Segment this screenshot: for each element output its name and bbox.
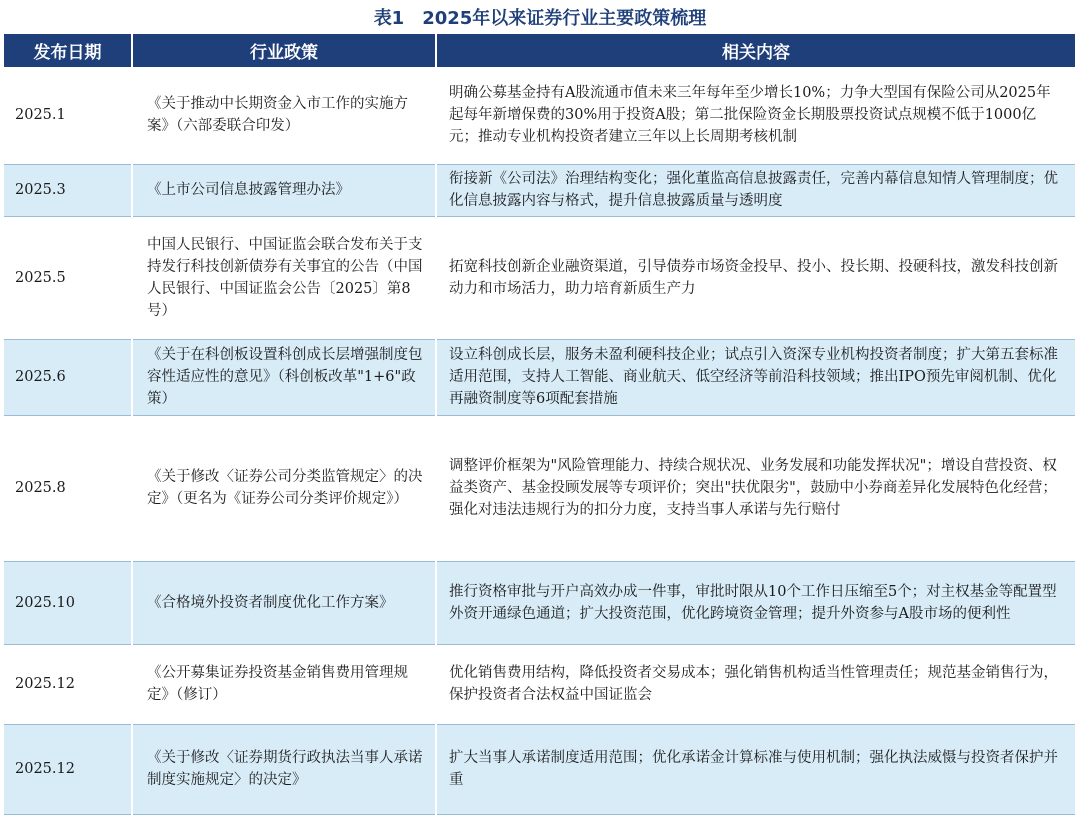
table-row [4,164,1075,216]
row-content: 扩大当事人承诺制度适用范围；优化承诺金计算标准与使用机制；强化执法威慑与投资者保护并重 [436,724,1075,814]
row-date: 2025.12 [4,644,132,724]
row-policy: 中国人民银行、中国证监会联合发布关于支持发行科技创新债券有关事宜的公告（中国人民银行、中国证监会公告〔2025〕第8号） [132,216,436,339]
row-content: 优化销售费用结构，降低投资者交易成本；强化销售机构适当性管理责任；规范基金销售行为，保护投资者合法权益中国证监会 [436,644,1075,724]
table-row [4,415,1075,561]
table-row [4,724,1075,814]
row-policy: 《关于在科创板设置科创成长层增强制度包容性适应性的意见》（科创板改革"1+6"政策） [132,339,436,415]
row-date: 2025.6 [4,339,132,415]
header-content: 相关内容 [436,34,1075,67]
table-row [4,216,1075,339]
row-policy: 《公开募集证券投资基金销售费用管理规定》（修订） [132,644,436,724]
row-date: 2025.1 [4,67,132,164]
row-date: 2025.8 [4,415,132,561]
policy-table [4,34,1075,815]
table-row [4,67,1075,164]
table-title: 表1 2025年以来证券行业主要政策梳理 [373,8,707,29]
row-policy: 《合格境外投资者制度优化工作方案》 [132,561,436,644]
row-content: 衔接新《公司法》治理结构变化；强化董监高信息披露责任，完善内幕信息知情人管理制度；优化信息披露内容与格式，提升信息披露质量与透明度 [436,164,1075,216]
table-header-row [4,34,1075,67]
row-policy: 《关于推动中长期资金入市工作的实施方案》（六部委联合印发） [132,67,436,164]
row-content: 拓宽科技创新企业融资渠道，引导债券市场资金投早、投小、投长期、投硬科技，激发科技创新动力和市场活力，助力培育新质生产力 [436,216,1075,339]
row-date: 2025.10 [4,561,132,644]
row-content: 调整评价框架为"风险管理能力、持续合规状况、业务发展和功能发挥状况"；增设自营投资、权益类资产、基金投顾发展等专项评价；突出"扶优限劣"，鼓励中小券商差异化发展特色化经营；强化对违法违规行为的扣分力度，支持当事人承诺与先行赔付 [436,415,1075,561]
header-date: 发布日期 [4,34,132,67]
table-row [4,644,1075,724]
row-date: 2025.5 [4,216,132,339]
row-policy: 《关于修改〈证券公司分类监管规定〉的决定》（更名为《证券公司分类评价规定》） [132,415,436,561]
header-policy: 行业政策 [132,34,436,67]
row-content: 明确公募基金持有A股流通市值未来三年每年至少增长10%；力争大型国有保险公司从2025年起每年新增保费的30%用于投资A股；第二批保险资金长期股票投资试点规模不低于1000亿元；推动专业机构投资者建立三年以上长周期考核机制 [436,67,1075,164]
table-row [4,339,1075,415]
row-policy: 《上市公司信息披露管理办法》 [132,164,436,216]
table-row [4,561,1075,644]
row-date: 2025.12 [4,724,132,814]
row-policy: 《关于修改〈证券期货行政执法当事人承诺制度实施规定〉的决定》 [132,724,436,814]
row-content: 推行资格审批与开户高效办成一件事，审批时限从10个工作日压缩至5个；对主权基金等配置型外资开通绿色通道；扩大投资范围，优化跨境资金管理；提升外资参与A股市场的便利性 [436,561,1075,644]
row-content: 设立科创成长层，服务未盈利硬科技企业；试点引入资深专业机构投资者制度；扩大第五套标准适用范围，支持人工智能、商业航天、低空经济等前沿科技领域；推出IPO预先审阅机制、优化再融资制度等6项配套措施 [436,339,1075,415]
row-date: 2025.3 [4,164,132,216]
